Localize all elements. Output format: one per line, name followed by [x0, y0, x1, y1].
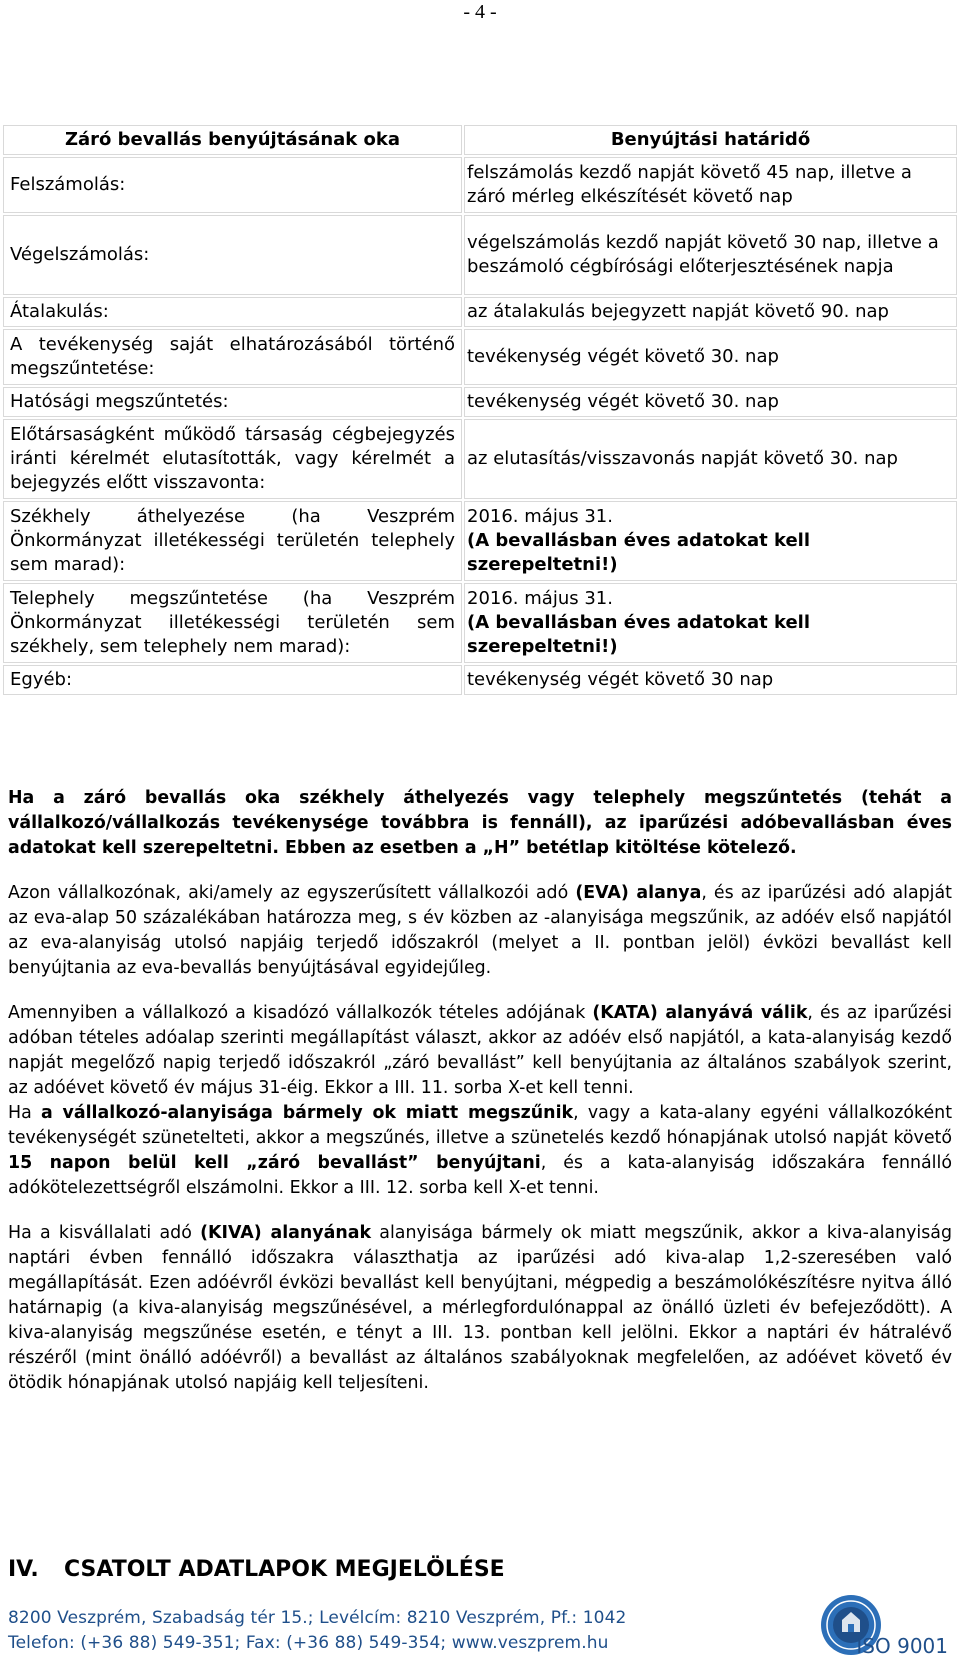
kata1-bold-1: (KATA) alanyává válik: [592, 1003, 808, 1023]
deadline-cell: [464, 583, 957, 663]
header-reason: Záró bevallás benyújtásának oka: [3, 125, 462, 155]
reason-cell: Végelszámolás:: [3, 215, 462, 295]
header-deadline: Benyújtási határidő: [464, 125, 957, 155]
deadline-cell: [464, 501, 957, 581]
table-row: [3, 329, 957, 385]
eva-bold-1: (EVA) alanya: [575, 883, 702, 903]
section-heading: [8, 1556, 505, 1584]
kiva-bold-1: (KIVA) alanyának: [200, 1223, 372, 1243]
section-title: CSATOLT ADATLAPOK MEGJELÖLÉSE: [64, 1557, 505, 1582]
eva-text-2: , és az iparűzési adó alapját az eva-alap 50 százalékában határozza meg, s év közben az -alanyisága megszűnik, az adóév első napjától az eva-alanyiság utolsó napjáig terjedő időszakról (melyet a II. pontban jelöl) évközi bevallást kell benyújtania az eva-bevallás benyújtásával egyidejűleg.: [8, 883, 952, 978]
kata1-text-1: Amennyiben a vállalkozó a kisadózó vállalkozók tételes adójának: [8, 1003, 593, 1023]
kata2-text-3: , és a kata-alanyiság időszakára fennálló adókötelezettségről elszámolni. Ekkor a III. 12. sorba kell X-et tenni.: [8, 1153, 952, 1198]
table-row: [3, 583, 957, 663]
reason-cell: Telephely megszűntetése (ha Veszprém Önkormányzat illetékességi területén sem székhely, sem telephely nem marad):: [3, 583, 462, 663]
table-row: [3, 501, 957, 581]
footer-contact: Telefon: (+36 88) 549-351; Fax: (+36 88) 549-354; www.veszprem.hu: [8, 1633, 609, 1653]
eva-text-1: Azon vállalkozónak, aki/amely az egyszerűsített vállalkozói adó: [8, 883, 576, 903]
deadline-cell: tevékenység végét követő 30. nap: [464, 329, 957, 385]
section-number: IV.: [8, 1557, 39, 1582]
reason-cell: Felszámolás:: [3, 157, 462, 213]
kata2-text-1: Ha: [8, 1103, 41, 1123]
table-row: [3, 665, 957, 695]
reason-cell: Hatósági megszűntetés:: [3, 387, 462, 417]
reason-cell: Székhely áthelyezése (ha Veszprém Önkormányzat illetékességi területén telephely sem marad):: [3, 501, 462, 581]
kata2-bold-2: 15 napon belül kell „záró bevallást” benyújtani: [8, 1153, 541, 1173]
reason-cell: Átalakulás:: [3, 297, 462, 327]
table-row: [3, 157, 957, 213]
notice-text: Ha a záró bevallás oka székhely áthelyezés vagy telephely megszűntetés (tehát a vállalkozó/vállalkozás tevékenysége továbbra is fennáll), az iparűzési adóbevallásban éves adatokat kell szerepeltetni. Ebben az esetben a „H” betétlap kitöltése kötelező.: [8, 788, 952, 858]
kata-paragraph-1: [8, 1001, 952, 1101]
table-row: [3, 387, 957, 417]
deadline-date: 2016. május 31.: [467, 506, 613, 527]
reason-cell: Egyéb:: [3, 665, 462, 695]
deadline-cell: tevékenység végét követő 30 nap: [464, 665, 957, 695]
kata2-text-2: , vagy a kata-alany egyéni vállalkozóként tevékenységét szünetelteti, akkor a megszűnés, illetve a szünetelés kezdő hónapjának utolsó napját követő: [8, 1103, 953, 1148]
kiva-text-2: alanyisága bármely ok miatt megszűnik, akkor a kiva-alanyiság naptári évben fennálló időszakra választhatja az iparűzési adó kiva-alap 1,2-szeresében való megállapítását. Ezen adóévről évközi bevallást kell benyújtani, mégpedig a beszámolókészítésre nyitva álló határnapig (a kiva-alanyiság megszűnésével, a mérlegfordulónappal az önálló üzleti év befejeződött). A kiva-alanyiság megszűnése esetén, e tényt a III. 13. pontban kell jelölni. Ekkor a naptári év hátralévő részéről (mint önálló adóévről) a bevallást az általános szabályoknak megfelelően, az adóévet követő év ötödik hónapjának utolsó napjáig kell teljesíteni.: [8, 1223, 952, 1393]
deadline-cell: az átalakulás bejegyzett napját követő 90. nap: [464, 297, 957, 327]
notice-paragraph: [8, 786, 952, 861]
table-row: [3, 297, 957, 327]
kiva-text-1: Ha a kisvállalati adó: [8, 1223, 201, 1243]
deadline-note: (A bevallásban éves adatokat kell szerepeltetni!): [467, 530, 811, 575]
kata1-text-2: , és az iparűzési adóban tételes adóalap szerinti megállapítást választ, akkor az adóév első napjától, a kata-alanyiság kezdő napját megelőző napig terjedő időszakról „záró bevallást” kell benyújtania az általános szabályok szerint, az adóévet követő év május 31-éig. Ekkor a III. 11. sorba X-et kell tenni.: [8, 1003, 953, 1098]
deadline-cell: tevékenység végét követő 30. nap: [464, 387, 957, 417]
kata-paragraph-2: [8, 1101, 952, 1201]
deadline-cell: végelszámolás kezdő napját követő 30 nap, illetve a beszámoló cégbírósági előterjesztésének napja: [464, 215, 957, 295]
reason-cell: A tevékenység saját elhatározásából történő megszűntetése:: [3, 329, 462, 385]
reason-cell: Előtársaságként működő társaság cégbejegyzés iránti kérelmét elutasították, vagy kérelmét a bejegyzés előtt visszavonta:: [3, 419, 462, 499]
deadline-table: [1, 123, 959, 697]
deadline-cell: felszámolás kezdő napját követő 45 nap, illetve a záró mérleg elkészítését követő nap: [464, 157, 957, 213]
table-row: [3, 419, 957, 499]
body-text: [8, 786, 952, 1416]
eva-paragraph: [8, 881, 952, 981]
table-header-row: [3, 125, 957, 155]
footer-address: 8200 Veszprém, Szabadság tér 15.; Levélcím: 8210 Veszprém, Pf.: 1042: [8, 1608, 627, 1628]
iso-label: ISO 9001: [856, 1634, 948, 1658]
deadline-date: 2016. május 31.: [467, 588, 613, 609]
table-row: [3, 215, 957, 295]
kiva-paragraph: [8, 1221, 952, 1396]
page-number: - 4 -: [463, 1, 497, 23]
deadline-cell: az elutasítás/visszavonás napját követő 30. nap: [464, 419, 957, 499]
page-footer: [8, 1606, 952, 1658]
deadline-note: (A bevallásban éves adatokat kell szerepeltetni!): [467, 612, 811, 657]
kata2-bold-1: a vállalkozó-alanyisága bármely ok miatt megszűnik: [41, 1103, 574, 1123]
